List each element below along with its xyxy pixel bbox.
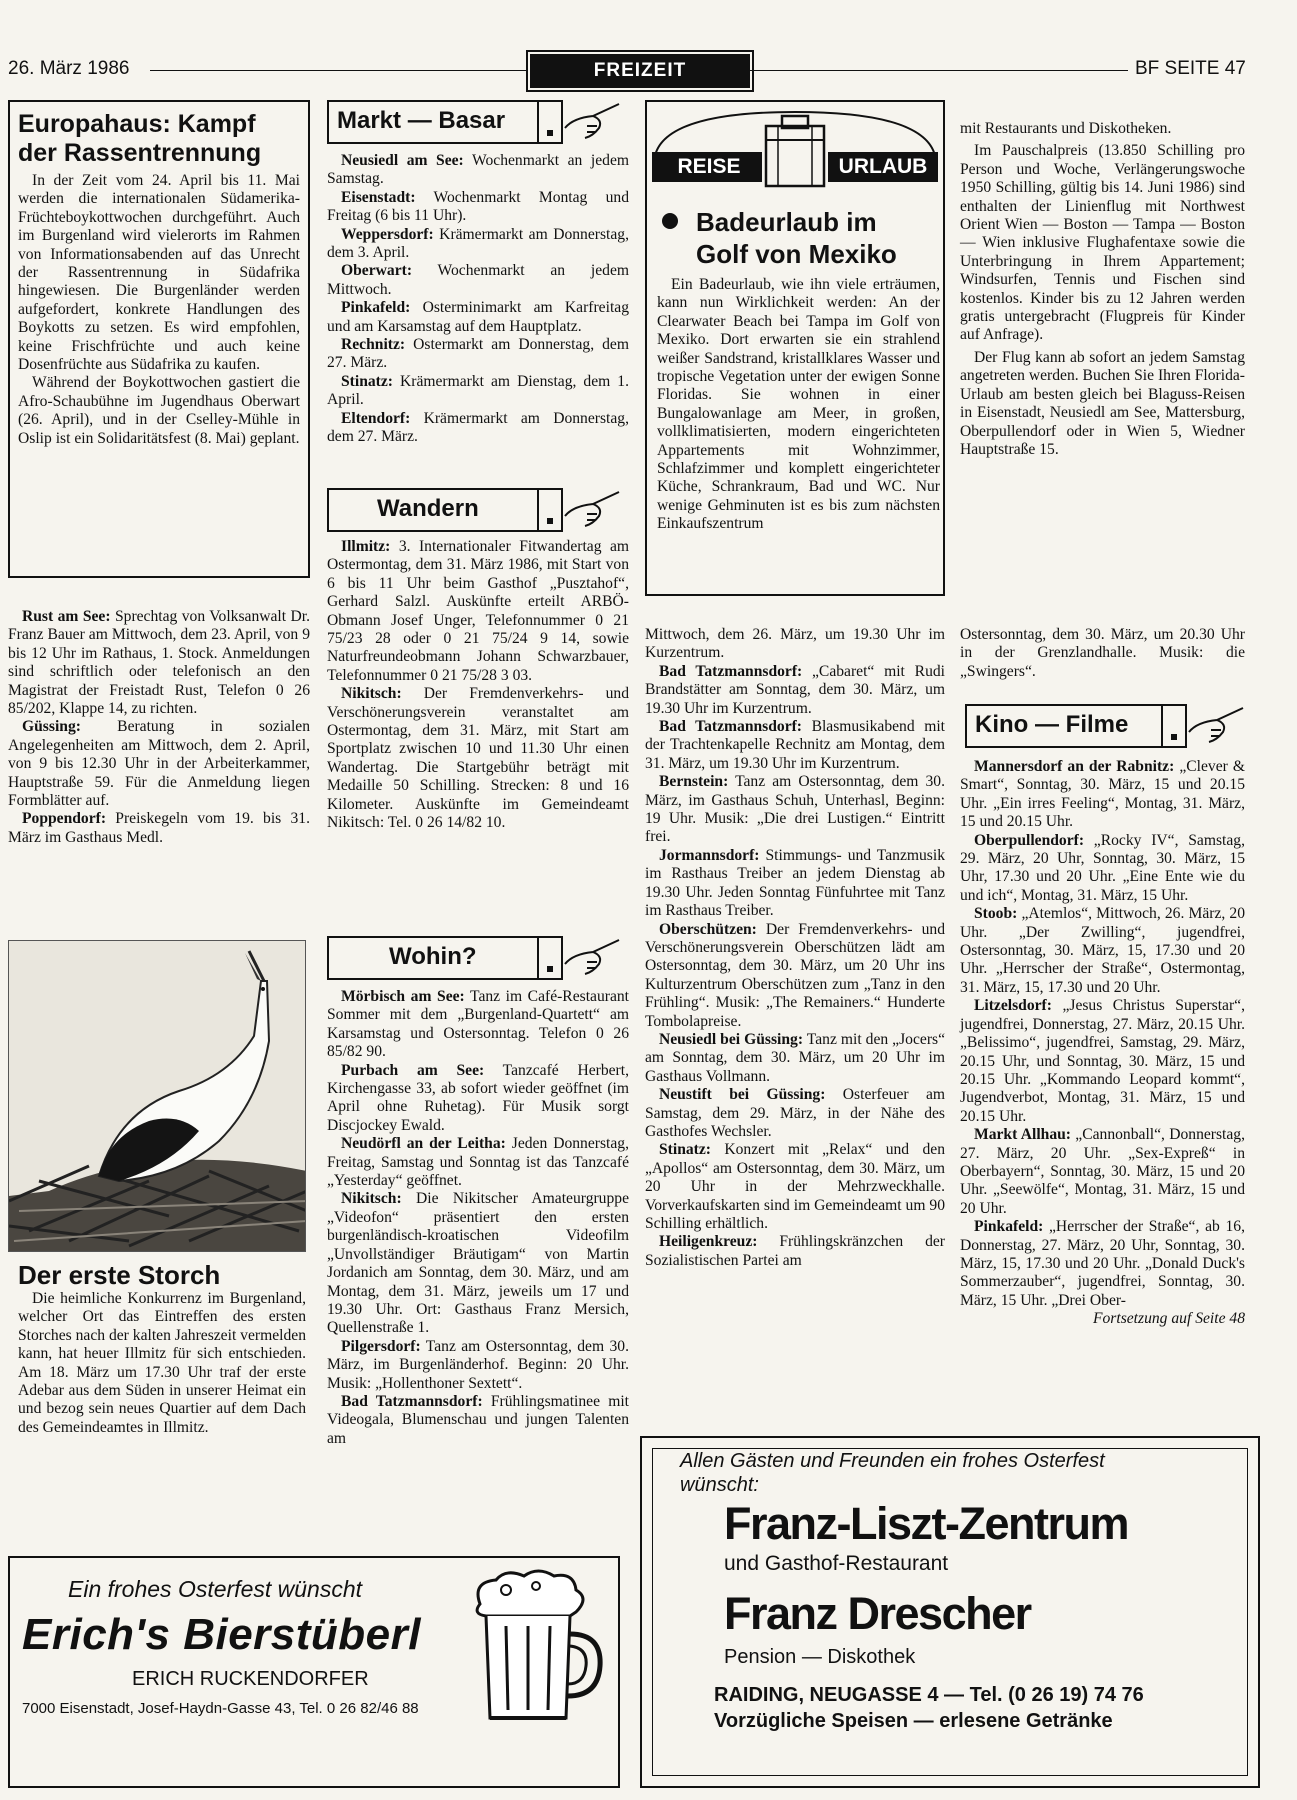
reise-title: Badeurlaub im Golf von Mexiko xyxy=(696,207,897,269)
europahaus-paragraph: In der Zeit vom 24. April bis 11. Mai werden die internationalen Südamerika-Früchteboykottwochen durchgeführt. Auch im Burgenland wird vielerorts im Rahmen von Informationsabenden auf das Unrecht der Rassentrennung in Südafrika hingewiesen. Die Burgenländer werden aufgefordert, konkrete Handlungen des Boykotts zu setzen. Es wird empfohlen, keine Frischfrüchte und auch keine Dosenfrüchte aus Südafrika zu kaufen. xyxy=(18,172,300,374)
list-item: Stinatz: Konzert mit „Relax“ und den „Apollos“ am Ostersonntag, dem 30. März, um 20 Uhr in der Mehrzweckhalle. Vorverkaufskarten sind im Gemeindeamt um 90 Schilling erhältlich. xyxy=(645,1141,945,1232)
list-item: Oberpullendorf: „Rocky IV“, Samstag, 29. März, 20 Uhr, Sonntag, 30. März, 15 Uhr, 17.30 und 20 Uhr. „Eine Ente wie du und ich“, Montag, 31. März, 15 Uhr. xyxy=(960,831,1245,904)
list-item: Stoob: „Atemlos“, Mittwoch, 26. März, 20 Uhr. „Der Zwilling“, jugendfrei, Ostersonntag, 30. März, 15, 17.30 und 20 Uhr. „Herrscher der Straße“, Ostermontag, 31. März, 15, 17.30 und 20 Uhr. xyxy=(960,905,1245,996)
list-item: Nikitsch: Der Fremdenverkehrs- und Verschönerungsverein veranstaltet am Ostermontag, dem 31. März, mit Start am Sportplatz zwischen 10 und 11.30 Uhr einen Wandertag. Die Startgebühr beträgt mit Medaille 50 Schilling. Strecken: 8 und 16 Kilometer. Auskünfte im Gemeindeamt Nikitsch: Tel. 0 26 14/82 10. xyxy=(327,685,629,832)
rubric-wohin-label: Wohin? xyxy=(389,943,477,970)
europahaus-article xyxy=(18,110,300,448)
rust-column xyxy=(8,608,310,847)
list-item: Neusiedl am See: Wochenmarkt an jedem Samstag. xyxy=(327,152,629,188)
continued-note: Fortsetzung auf Seite 48 xyxy=(1092,1310,1245,1328)
list-item: Pinkafeld: „Herrscher der Straße“, ab 16, Donnerstag, 27. März, 20 Uhr, Sonntag, 30. März, 15, 17.30 und 20 Uhr. „Donald Duck's Sommerzauber“, jugendfrei, Sonntag, 30. März, 15 Uhr. „Drei Ober- xyxy=(960,1218,1245,1309)
ad-liszt-owner: Franz Drescher xyxy=(724,1588,1031,1639)
wandern-column xyxy=(327,538,629,833)
list-item: Markt Allhau: „Cannonball“, Donnerstag, 27. März, 20 Uhr. „Sex-Expreß“ in Oberbayern“, Sonntag, 30. März, 15 und 20 Uhr. „Seewölfe“, Montag, 31. März, 15 und 20 Uhr. xyxy=(960,1126,1245,1217)
list-item: Mittwoch, dem 26. März, um 19.30 Uhr im Kurzentrum. xyxy=(645,626,945,662)
beer-mug-icon xyxy=(466,1568,606,1728)
reise-paragraph: Ein Badeurlaub, wie ihn viele erträumen, kann nun Wirklichkeit werden: An der Clearwater Beach bei Tampa im Golf von Mexiko. Dort erwarten sie ein strahlend weißer Sandstrand, kristallklares Wasser und tropische Vegetation unter der ewigen Sonne Floridas. Sie wohnen in einer Bungalowanlage am Meer, in großen, vollklimatisierten, modern eingerichteten Appartements mit Wohnzimmer, Schlafzimmer und komplett eingerichteter Küche, Schrankraum, Bad und WC. Nur wenige Gehminuten ist es bis zum nächsten Einkaufszentrum xyxy=(657,276,940,533)
reise-paragraph: mit Restaurants und Diskotheken. xyxy=(960,120,1172,137)
list-item: Neustift bei Güssing: Osterfeuer am Samstag, dem 29. März, in der Nähe des Gasthofes Wechsler. xyxy=(645,1086,945,1140)
list-item: Illmitz: 3. Internationaler Fitwandertag am Ostermontag, dem 31. März 1986, mit Start von 6 bis 11 Uhr beim Gasthof „Pusztahof“, Gerhard Salzl. Auskünfte erteilt ARBÖ-Obmann Josef Unger, Telefonnummer 0 21 75/23 28 oder 0 21 75/24 9 14, sowie Naturfreundeobmann Johann Schwarzbauer, Telefonnummer 0 21 75/28 3 03. xyxy=(327,538,629,684)
rubric-wandern xyxy=(327,488,563,532)
pointing-hand-icon xyxy=(563,486,623,534)
reise-column-2 xyxy=(960,120,1245,459)
list-item: Stinatz: Krämermarkt am Dienstag, dem 1. April. xyxy=(327,372,629,409)
ad-liszt-address: RAIDING, NEUGASSE 4 — Tel. (0 26 19) 74 76 xyxy=(714,1684,1144,1706)
list-item: Eltendorf: Krämermarkt am Donnerstag, dem 27. März. xyxy=(327,409,629,446)
list-item: Jormannsdorf: Stimmungs- und Tanzmusik im Rasthaus Treiber an jedem Dienstag ab 19.30 Uhr. Jeden Sonntag Fünfuhrtee mit Tanz im Rasthaus Treiber. xyxy=(645,846,945,920)
list-item: Eisenstadt: Wochenmarkt Montag und Freitag (6 bis 11 Uhr). xyxy=(327,188,629,225)
europahaus-paragraph: Während der Boykottwochen gastiert die Afro-Schaubühne im Jugendhaus Oberwart (26. April), und in der Cselley-Mühle in Oslip ist ein Solidaritätsfest (8. Mai) geplant. xyxy=(18,374,300,447)
list-item: Mannersdorf an der Rabnitz: „Clever & Smart“, Sonntag, 30. März, 15 und 20.15 Uhr. „Ein irres Feeling“, Montag, 31. März, 15 und 20.15 Uhr. xyxy=(960,758,1245,831)
header-date: 26. März 1986 xyxy=(8,58,130,79)
list-item: Weppersdorf: Krämermarkt am Donnerstag, dem 3. April. xyxy=(327,225,629,262)
list-item: Bernstein: Tanz am Ostersonntag, dem 30. März, im Gasthaus Schuh, Unterhasl, Beginn: 19 Uhr. Musik: „Die drei Lustigen.“ Eintritt frei. xyxy=(645,773,945,846)
reise-logo xyxy=(648,104,942,200)
rubric-wandern-label: Wandern xyxy=(377,495,479,522)
rubric-kino xyxy=(965,704,1187,748)
pointing-hand-icon xyxy=(563,98,623,146)
list-item: Mörbisch am See: Tanz im Café-Restaurant Sommer mit dem „Burgenland-Quartett“ am Karsamstag und Ostersonntag. Telefon 0 26 85/82 90. xyxy=(327,988,629,1061)
list-item: Poppendorf: Preiskegeln vom 19. bis 31. März im Gasthaus Medl. xyxy=(8,810,310,846)
rubric-markt-label: Markt — Basar xyxy=(337,107,506,134)
rubric-box xyxy=(537,102,561,142)
header-page: BF SEITE 47 xyxy=(1135,58,1246,79)
reise-column-1 xyxy=(657,276,940,534)
reise-paragraph: Im Pauschalpreis (13.850 Schilling pro Person und Woche, Verlängerungswoche 1950 Schilling, gültig bis 14. Juni 1986) sind enthalten der Linienflug mit Northwest Orient Wien — Boston — Tampa — Boston — Wien inklusive Flughafentaxe sowie die Unterbringung in Ihrem Appartement; Windsurfen, Tennis und Fischen sind kostenlos. Kinder bis zu 12 Jahren werden gratis untergebracht (Flugpreis für Kinder auf Anfrage). xyxy=(960,142,1245,344)
ad-erich-address: 7000 Eisenstadt, Josef-Haydn-Gasse 43, Tel. 0 26 82/46 88 xyxy=(22,1700,419,1717)
list-item: Oberwart: Wochenmarkt an jedem Mittwoch. xyxy=(327,262,629,298)
storch-title: Der erste Storch xyxy=(18,1260,221,1290)
list-item: Ostersonntag, dem 30. März, um 20.30 Uhr in der Grenzlandhalle. Musik: die „Swingers“. xyxy=(960,626,1245,680)
ad-liszt-sub: und Gasthof-Restaurant xyxy=(724,1552,949,1575)
ad-liszt-line2: wünscht: xyxy=(680,1474,759,1496)
pointing-hand-icon xyxy=(563,934,623,982)
col3-column xyxy=(645,626,945,1270)
urlaub-label: URLAUB xyxy=(838,155,928,178)
list-item: Oberschützen: Der Fremdenverkehrs- und Verschönerungsverein Oberschützen lädt am Ostersonntag, dem 30. März, um 20 Uhr ins Kulturzentrum Oberschützen zum „Tanz in den Frühling“. Musik: „The Remainers.“ Hunderte Tombolapreise. xyxy=(645,920,945,1030)
wohin-column xyxy=(327,988,629,1448)
section-title: FREIZEIT xyxy=(593,60,687,81)
ad-liszt-owner-sub: Pension — Diskothek xyxy=(724,1646,916,1668)
list-item: Pinkafeld: Osterminimarkt am Karfreitag und am Karsamstag auf dem Hauptplatz. xyxy=(327,299,629,335)
storch-article xyxy=(18,1260,306,1437)
list-item: Bad Tatzmannsdorf: „Cabaret“ mit Rudi Brandstätter am Sonntag, dem 30. März, um 19.30 Uhr im Kurzentrum. xyxy=(645,662,945,717)
stork-photo xyxy=(8,940,306,1252)
rubric-box xyxy=(537,938,561,978)
rubric-wohin xyxy=(327,936,563,980)
ad-liszt-line1: Allen Gästen und Freunden ein frohes Osterfest xyxy=(680,1450,1105,1472)
header-rule-right xyxy=(750,70,1128,71)
kino-column xyxy=(960,758,1245,1329)
list-item: Güssing: Beratung in sozialen Angelegenheiten am Mittwoch, dem 2. April, von 9 bis 12.30 Uhr in der Arbeiterkammer, Hauptstraße 59. Für die Anmeldung liegen Formblätter auf. xyxy=(8,718,310,810)
list-item: Bad Tatzmannsdorf: Frühlingsmatinee mit Videogala, Blumenschau und jungen Talenten am xyxy=(327,1392,630,1447)
list-item: Neudörfl an der Leitha: Jeden Donnerstag, Freitag, Samstag und Sonntag ist das Tanzcafé „Yesterday“ geöffnet. xyxy=(327,1135,629,1190)
bullet-icon xyxy=(662,213,678,229)
ad-erich-line1: Ein frohes Osterfest wünscht xyxy=(68,1576,363,1602)
list-item: Rust am See: Sprechtag von Volksanwalt Dr. Franz Bauer am Mittwoch, dem 23. April, von 9 bis 12 Uhr im Rathaus, 1. Stock. Anmeldungen sind schriftlich oder telefonisch an den Magistrat der Freistadt Rust, Telefon 0 26 85/202, Klappe 14, zu richten. xyxy=(8,608,310,718)
list-item: Neusiedl bei Güssing: Tanz mit den „Jocers“ am Sonntag, dem 30. März, um 20 Uhr im Gasthaus Vollmann. xyxy=(645,1030,945,1085)
pointing-hand-icon xyxy=(1187,702,1247,750)
ad-erich-owner: ERICH RUCKENDORFER xyxy=(132,1668,369,1690)
rubric-box xyxy=(1161,706,1185,746)
list-item: Rechnitz: Ostermarkt am Donnerstag, dem 27. März. xyxy=(327,336,629,372)
list-item: Nikitsch: Die Nikitscher Amateurgruppe „Videofon“ präsentiert den ersten burgenländisch-kroatischen Videofilm „Unvollständiger Bräutigam“ von Martin Jordanich am Sonntag, dem 30. März, und am Montag, dem 31. März, jeweils um 17 und 19.30 Uhr. Ort: Gasthaus Franz Mersich, Quellenstraße 1. xyxy=(327,1190,629,1337)
markt-column xyxy=(327,152,629,447)
ad-liszt-slogan: Vorzügliche Speisen — erlesene Getränke xyxy=(714,1710,1113,1732)
rubric-markt xyxy=(327,100,563,144)
section-label xyxy=(530,54,750,88)
list-item: Heiligenkreuz: Frühlingskränzchen der Sozialistischen Partei am xyxy=(645,1233,945,1269)
list-item: Purbach am See: Tanzcafé Herbert, Kirchengasse 33, ab sofort wieder geöffnet (im April ohne Ruhetag). Für Musik sorgt Discjockey Ewald. xyxy=(327,1061,629,1134)
ad-erich-name: Erich's Bierstüberl xyxy=(22,1610,421,1659)
list-item: Bad Tatzmannsdorf: Blasmusikabend mit der Trachtenkapelle Rechnitz am Montag, dem 31. März, um 19.30 Uhr im Kurzentrum. xyxy=(645,718,946,772)
storch-text: Die heimliche Konkurrenz im Burgenland, welcher Ort das Eintreffen des ersten Storches nach der kalten Jahreszeit vermelden kann, hat heuer Illmitz für sich entschieden. Am 18. März um 17.30 Uhr traf der erste Adebar aus dem Süden in unserer Heimat ein und bezog sein neues Quartier auf dem Dach des Gemeindeamtes in Illmitz. xyxy=(18,1290,306,1436)
rubric-box xyxy=(537,490,561,530)
ad-liszt-name: Franz-Liszt-Zentrum xyxy=(724,1498,1128,1549)
reise-label: REISE xyxy=(677,155,741,178)
rubric-kino-label: Kino — Filme xyxy=(975,711,1129,738)
col4-intro xyxy=(960,626,1245,681)
header-rule-left xyxy=(150,70,528,71)
list-item: Pilgersdorf: Tanz am Ostersonntag, dem 30. März, im Burgenländerhof. Beginn: 20 Uhr. Musik: „Hollenthoner Sextett“. xyxy=(327,1337,629,1392)
list-item: Litzelsdorf: „Jesus Christus Superstar“, jugendfrei, Donnerstag, 27. März, 20.15 Uhr. „Belissimo“, jugendfrei, Samstag, 29. März, 20.15 Uhr, und Sonntag, 30. März, 15 und 20.15 Uhr. „Kommando Leopard kommt“, Jugendverbot, Montag, 31. März, 15 und 20.15 Uhr. xyxy=(960,997,1245,1125)
reise-paragraph: Der Flug kann ab sofort an jedem Samstag angetreten werden. Buchen Sie Ihren Florida-Urlaub am besten gleich bei Blaguss-Reisen in Eisenstadt, Neusiedl am See, Mattersburg, Oberpullendorf oder in Wien 5, Wiedner Hauptstraße 15. xyxy=(960,348,1245,458)
europahaus-title: Europahaus: Kampf der Rassentrennung xyxy=(18,110,262,167)
